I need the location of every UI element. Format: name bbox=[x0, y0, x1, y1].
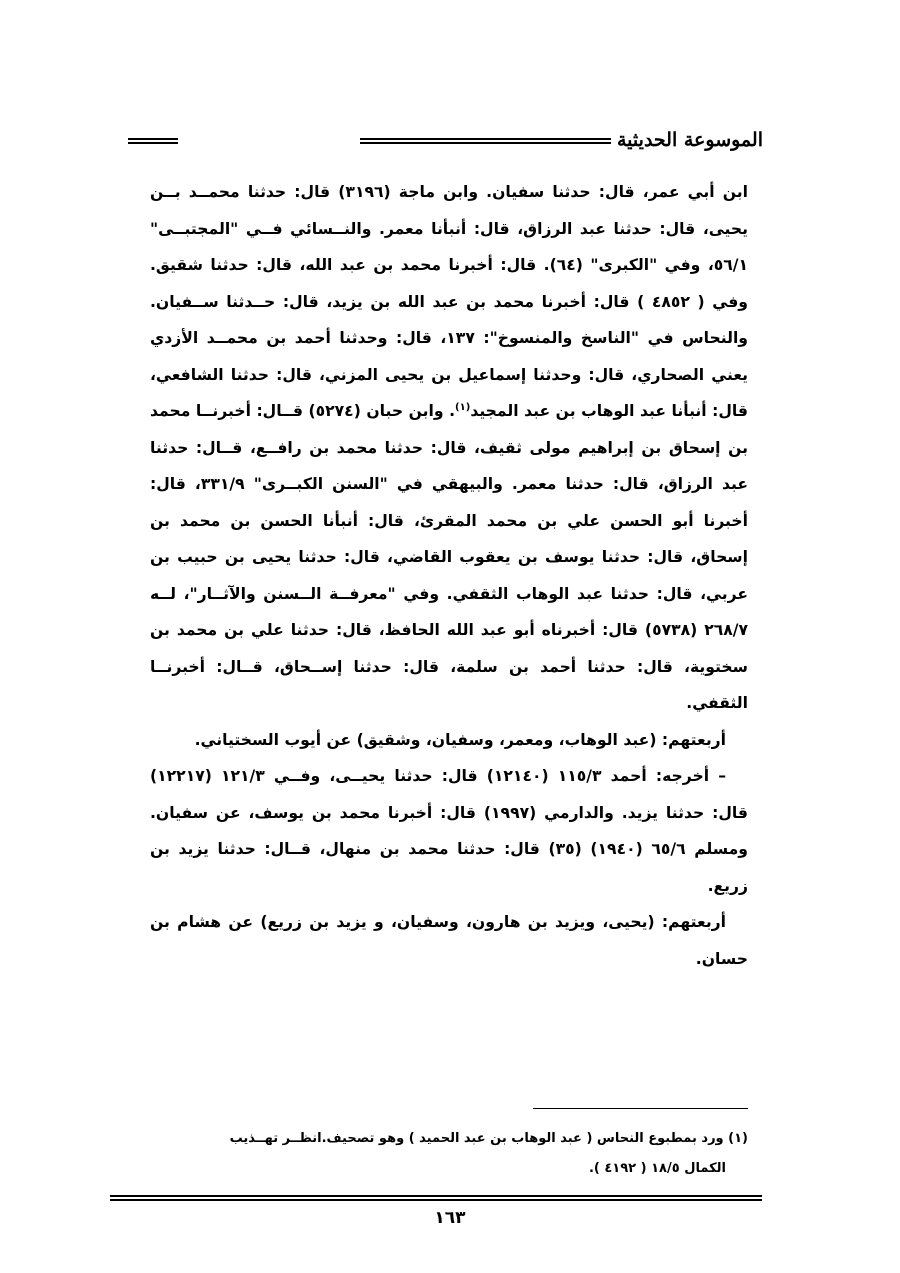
header-title: الموسوعة الحديثية bbox=[611, 126, 763, 154]
paragraph-1-start: ابن أبي عمر، قال: حدثنا سفيان. وابن ماجة (٣١٩٦) قال: حدثنا محمــد بــن يحيى، قال: حدثنا عبد الرزاق، قال: أنبأنا معمر. والنــسائي فــي "المجتبــى" ٥٦/١، وفي "الكبرى" (٦٤). قال: أخبرنا محمد بن عبد الله، قال: حدثنا شقيق. وفي ( ٤٨٥٢ ) قال: أخبرنا محمد بن عبد الله بن يزيد، قال: حــدثنا ســفيان. والنحاس في "الناسخ والمنسوخ": ١٣٧، قال: وحدثنا أحمد بن محمــد الأزدي يعني الصحاري، قال: وحدثنا إسماعيل بن يحيى المزني، قال: حدثنا الشافعي، قال: أنبأنا عبد الوهاب بن عبد المجيد bbox=[150, 183, 749, 420]
running-header bbox=[128, 126, 763, 156]
paragraph-1-end: . وابن حبان (٥٢٧٤) قــال: أخبرنــا محمد بن إسحاق بن إبراهيم مولى ثقيف، قال: حدثنا محمد بن رافــع، قــال: حدثنا عبد الرزاق، قال: حدثنا معمر. والبيهقي في "السنن الكبــرى" ٣٣١/٩، قال: أخبرنا أبو الحسن علي بن محمد المقرئ، قال: أنبأنا الحسن بن محمد بن إسحاق، قال: حدثنا يوسف بن يعقوب القاضي، قال: حدثنا يحيى بن حبيب بن عربي، قال: حدثنا عبد الوهاب الثقفي. وفي "معرفــة الــسنن والآثــار"، لــه ٢٦٨/٧ (٥٧٣٨) قال: أخبرناه أبو عبد الله الحافظ، قال: حدثنا علي بن محمد بن سختوية، قال: حدثنا أحمد بن سلمة، قال: حدثنا إســحاق، قــال: أخبرنــا الثقفي. bbox=[150, 402, 749, 712]
footnote-marker[interactable]: (١) bbox=[455, 401, 471, 413]
main-text bbox=[150, 174, 748, 977]
footnote bbox=[150, 1124, 748, 1184]
paragraph-2: أربعتهم: (عبد الوهاب، ومعمر، وسفيان، وشقيق) عن أيوب السختياني. bbox=[194, 730, 726, 749]
footnote-separator bbox=[533, 1108, 748, 1109]
footnote-line-1: (١) ورد بمطبوع النحاس ( عبد الوهاب بن عبد الحميد ) وهو تصحيف.انظــر تهــذيب bbox=[229, 1131, 748, 1146]
bottom-rule bbox=[110, 1195, 762, 1201]
paragraph-4: أربعتهم: (يحيى، ويزيد بن هارون، وسفيان، و يزيد بن زريع) عن هشام بن حسان. bbox=[150, 913, 748, 968]
footnote-line-2: الكمال ١٨/٥ ( ٤١٩٢ ). bbox=[588, 1161, 726, 1176]
paragraph-3: – أخرجه: أحمد ١١٥/٣ (١٢١٤٠) قال: حدثنا يحيــى، وفــي ١٢١/٣ (١٢٢١٧) قال: حدثنا يزيد. والدارمي (١٩٩٧) قال: أخبرنا محمد بن يوسف، عن سفيان. ومسلم ٦٥/٦ (١٩٤٠) (٣٥) قال: حدثنا محمد بن منهال، قــال: حدثنا يزيد بن زريع. bbox=[150, 767, 748, 895]
header-rule-left bbox=[128, 138, 178, 144]
page-number: ١٦٣ bbox=[434, 1208, 466, 1228]
paragraph-1 bbox=[150, 174, 748, 722]
